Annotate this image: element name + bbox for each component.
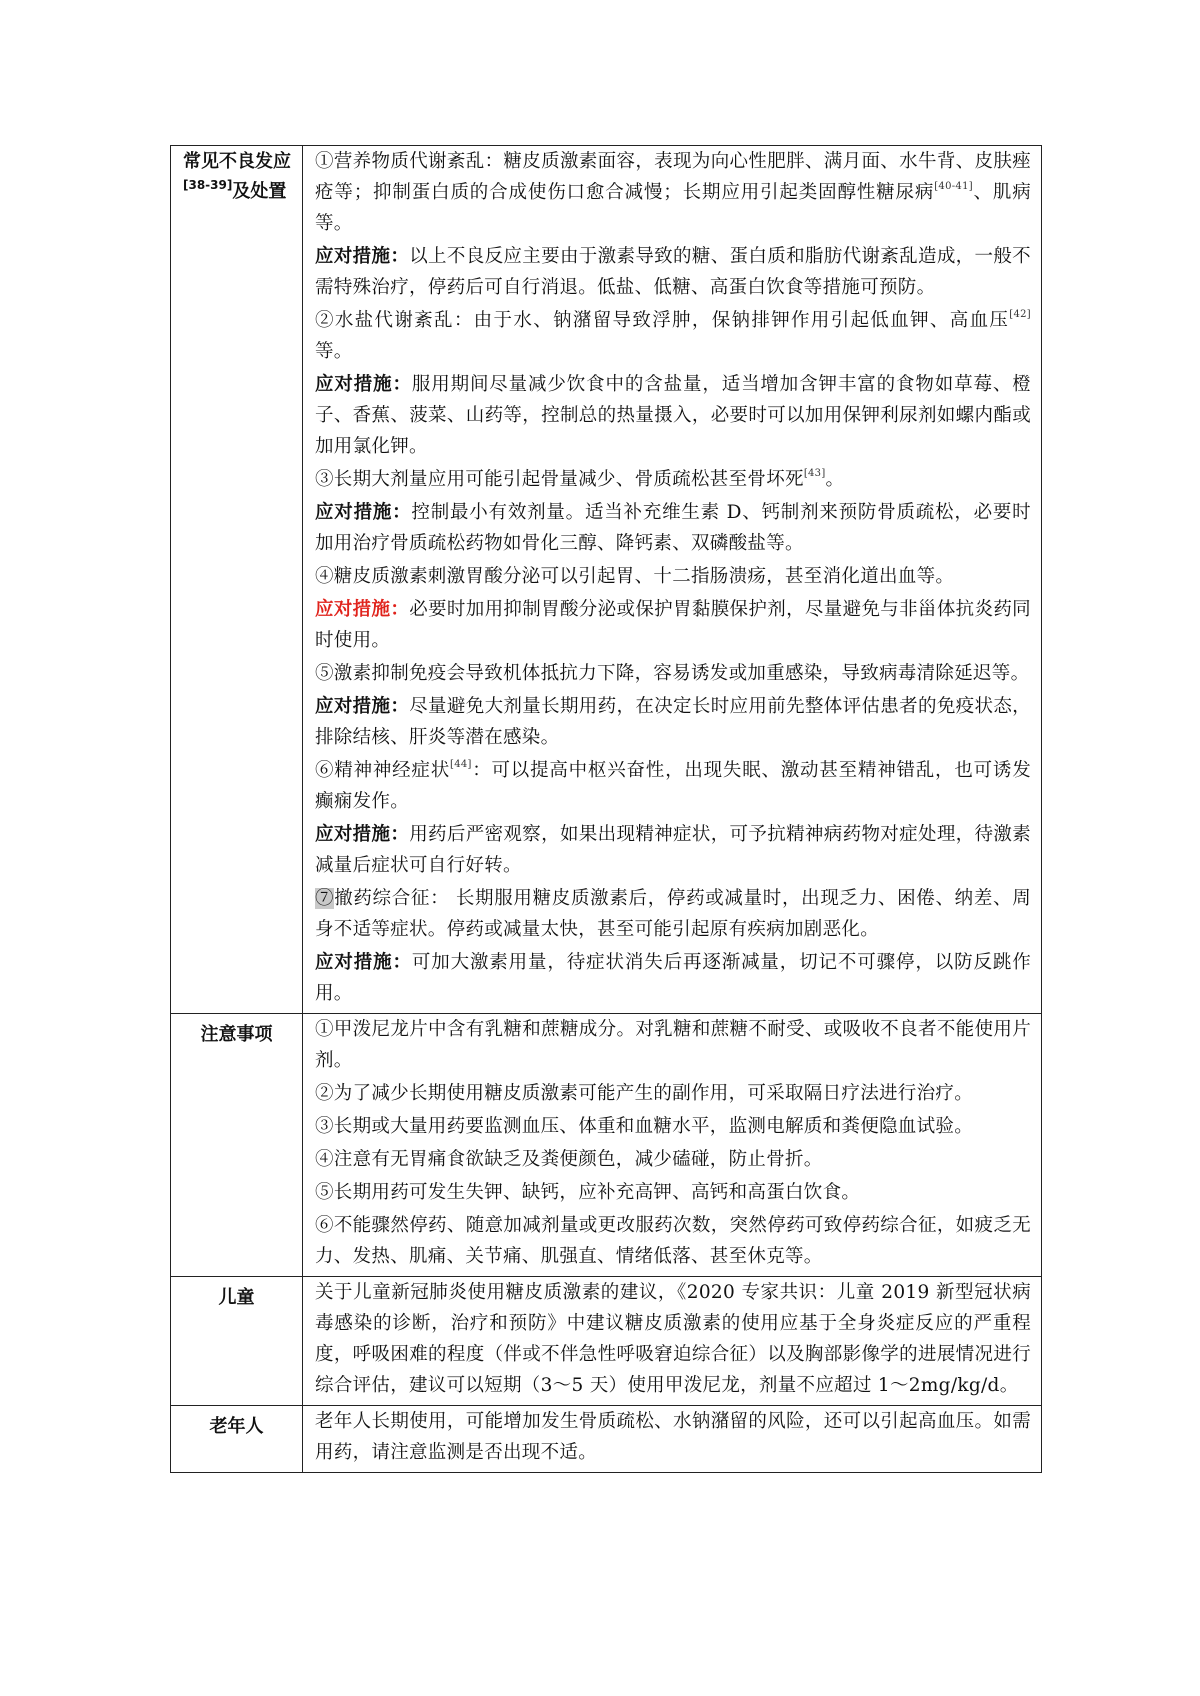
elderly-row: [171, 1406, 1042, 1473]
paragraph: [315, 305, 1031, 367]
adverse-header-post: 及处置: [232, 181, 287, 202]
children-row: [171, 1277, 1042, 1406]
paragraph: [315, 369, 1031, 462]
list-item: ①甲泼尼龙片中含有乳糖和蔗糖成分。对乳糖和蔗糖不耐受、或吸收不良者不能使用片剂。: [315, 1019, 1031, 1071]
paragraph: [315, 464, 1031, 495]
citation-ref: [42]: [1009, 309, 1031, 320]
children-header: 儿童: [171, 1277, 303, 1406]
paragraph: [315, 658, 1031, 689]
paragraph: [315, 819, 1031, 881]
measures-text: 控制最小有效剂量。适当补充维生素 D、钙制剂来预防骨质疏松，必要时加用治疗骨质疏松药物如骨化三醇、降钙素、双磷酸盐等。: [315, 502, 1031, 554]
measures-text: 尽量避免大剂量长期用药，在决定长时应用前先整体评估患者的免疫状态，排除结核、肝炎等潜在感染。: [315, 696, 1031, 748]
citation-ref: [44]: [450, 759, 472, 770]
measures-label: 应对措施：: [315, 824, 410, 845]
precautions-content: [303, 1014, 1042, 1277]
paragraph: [315, 594, 1031, 656]
list-item: ③长期或大量用药要监测血压、体重和血糖水平，监测电解质和粪便隐血试验。: [315, 1116, 974, 1137]
reaction-text: ⑥精神神经症状: [315, 760, 450, 781]
measures-text: 用药后严密观察，如果出现精神症状，可予抗精神病药物对症处理，待激素减量后症状可自行好转。: [315, 824, 1031, 876]
citation-ref: [40-41]: [934, 181, 973, 192]
adverse-header-ref: [38-39]: [183, 178, 233, 192]
drug-info-table: [170, 145, 1042, 1473]
measures-text: 可加大激素用量，待症状消失后再逐渐减量，切记不可骤停，以防反跳作用。: [315, 952, 1031, 1004]
list-item: ⑥不能骤然停药、随意加减剂量或更改服药次数，突然停药可致停药综合征，如疲乏无力、发热、肌痛、关节痛、肌强直、情绪低落、甚至休克等。: [315, 1215, 1031, 1267]
elderly-header: 老年人: [171, 1406, 303, 1473]
reaction-text: 等。: [315, 341, 353, 362]
precautions-row: [171, 1014, 1042, 1277]
adverse-reactions-row: [171, 146, 1042, 1014]
citation-ref: [43]: [803, 468, 826, 479]
paragraph: [315, 561, 1031, 592]
paragraph: [315, 883, 1031, 945]
measures-text: 以上不良反应主要由于激素导致的糖、蛋白质和脂肪代谢紊乱造成，一般不需特殊治疗，停药后可自行消退。低盐、低糖、高蛋白饮食等措施可预防。: [315, 246, 1031, 298]
highlighted-number: ⑦: [315, 888, 335, 909]
paragraph: [315, 497, 1031, 559]
list-item: ②为了减少长期使用糖皮质激素可能产生的副作用，可采取隔日疗法进行治疗。: [315, 1083, 974, 1104]
reaction-text: 撤药综合征： 长期服用糖皮质激素后，停药或减量时，出现乏力、困倦、纳差、周身不适等症状。停药或减量太快，甚至可能引起原有疾病加剧恶化。: [315, 888, 1031, 940]
reaction-text: ④糖皮质激素刺激胃酸分泌可以引起胃、十二指肠溃疡，甚至消化道出血等。: [315, 566, 955, 587]
reaction-text: 。: [825, 469, 845, 490]
paragraph: [315, 755, 1031, 817]
reaction-text: ：可以提高中枢兴奋性，出现失眠、激动甚至精神错乱，也可诱发癫痫发作。: [315, 760, 1031, 812]
precautions-header: 注意事项: [171, 1014, 303, 1277]
list-item: ⑤长期用药可发生失钾、缺钙，应补充高钾、高钙和高蛋白饮食。: [315, 1182, 861, 1203]
paragraph: [315, 947, 1031, 1009]
paragraph: 关于儿童新冠肺炎使用糖皮质激素的建议，《2020 专家共识：儿童 2019 新型冠状病毒感染的诊断，治疗和预防》中建议糖皮质激素的使用应基于全身炎症反应的严重程度，呼吸困难的程度（伴或不伴急性呼吸窘迫综合征）以及胸部影像学的进展情况进行综合评估，建议可以短期（3～5 天）使用甲泼尼龙，剂量不应超过 1～2mg/kg/d。: [315, 1282, 1031, 1396]
children-content: [303, 1277, 1042, 1406]
list-item: ④注意有无胃痛食欲缺乏及粪便颜色，减少磕碰，防止骨折。: [315, 1149, 823, 1170]
adverse-header-pre: 常见不良发应: [183, 151, 291, 172]
paragraph: [315, 241, 1031, 303]
measures-text: 服用期间尽量减少饮食中的含盐量，适当增加含钾丰富的食物如草莓、橙子、香蕉、菠菜、山药等，控制总的热量摄入，必要时可以加用保钾利尿剂如螺内酯或加用氯化钾。: [315, 374, 1031, 457]
reaction-text: ⑤激素抑制免疫会导致机体抵抗力下降，容易诱发或加重感染，导致病毒清除延迟等。: [315, 663, 1030, 684]
adverse-reactions-content: [303, 146, 1042, 1014]
paragraph: 老年人长期使用，可能增加发生骨质疏松、水钠潴留的风险，还可以引起高血压。如需用药，请注意监测是否出现不适。: [315, 1411, 1031, 1463]
adverse-reactions-header: [171, 146, 303, 1014]
measures-label-red: 应对措施：: [315, 599, 410, 620]
measures-label: 应对措施：: [315, 952, 412, 973]
reaction-text: 、肌病等。: [315, 182, 1031, 234]
reaction-text: ③长期大剂量应用可能引起骨量减少、骨质疏松甚至骨坏死: [315, 469, 804, 490]
elderly-content: [303, 1406, 1042, 1473]
measures-text: 必要时加用抑制胃酸分泌或保护胃黏膜保护剂，尽量避免与非甾体抗炎药同时使用。: [315, 599, 1031, 651]
paragraph: [315, 691, 1031, 753]
reaction-text: ②水盐代谢紊乱：由于水、钠潴留导致浮肿，保钠排钾作用引起低血钾、高血压: [315, 310, 1010, 331]
measures-label: 应对措施：: [315, 502, 412, 523]
reaction-text: ①营养物质代谢紊乱：糖皮质激素面容，表现为向心性肥胖、满月面、水牛背、皮肤痤疮等；抑制蛋白质的合成使伤口愈合减慢；长期应用引起类固醇性糖尿病: [315, 151, 1031, 203]
paragraph: [315, 146, 1031, 239]
measures-label: 应对措施：: [315, 696, 410, 717]
measures-label: 应对措施：: [315, 246, 410, 267]
measures-label: 应对措施：: [315, 374, 412, 395]
